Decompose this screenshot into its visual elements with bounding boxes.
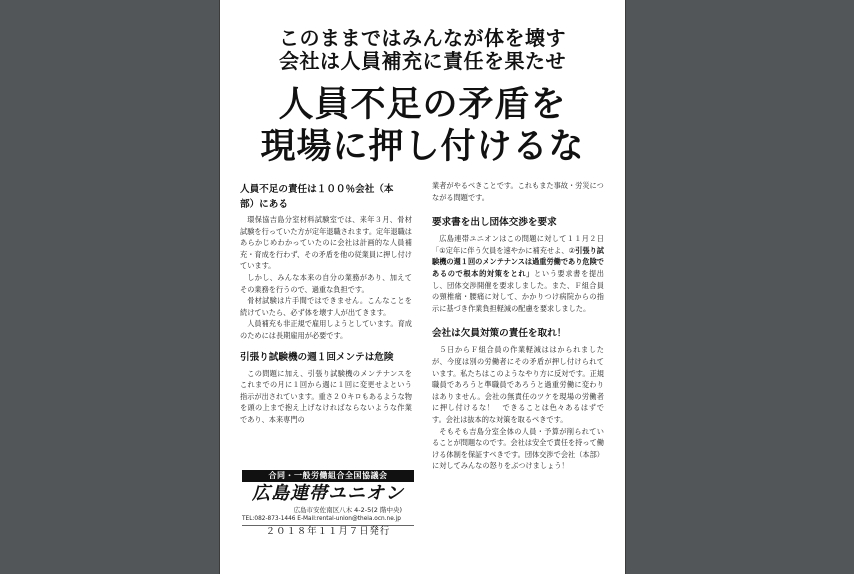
paragraph: 骨材試験は片手間ではできません。こんなことを続けていたら、必ず体を壊す人が出てきます。 xyxy=(240,296,412,317)
union-contact: TEL:082-873-1446 E-Mail:rental-union@theia.ocn.ne.jp xyxy=(242,516,401,522)
paragraph: 人員補充も非正規で雇用しようとしています。育成のためには長期雇用が必要です。 xyxy=(240,319,412,340)
issue-date: ２０１８年１１月７日発行 xyxy=(265,526,391,537)
subheadline-1: このままではみんなが体を壊す xyxy=(279,26,566,50)
right-column xyxy=(432,180,604,472)
section-title-line: 人員不足の責任は１００％会社（本 xyxy=(240,184,394,195)
paragraph-continued: 業者がやるべきことです。これもまた事故・労災につながる問題です。 xyxy=(432,181,604,202)
main-headline-1: 人員不足の矛盾を xyxy=(278,85,567,125)
paragraph: しかし、みんな本来の自分の業務があり、加えてその業務を行うので、過重な負担です。 xyxy=(240,272,412,294)
union-name: 広島連帯ユニオン xyxy=(252,483,404,504)
paragraph: そもそも吉島分室全体の人員・予算が削られていることが問題なのです。会社は安全で責任を持って働ける体制を保証すべきです。団体交渉で会社（本部）に対してみんなの怒りをぶつけましょう！ xyxy=(432,426,604,471)
left-column xyxy=(240,182,412,426)
flyer-page xyxy=(219,0,626,574)
paragraph-emphasis: 引張り試験機の週１回のメンテナンスは過重労働であり危険であるので根本的対策をとれ」 xyxy=(432,245,604,278)
section-title-responsibility xyxy=(240,182,412,212)
paragraph: 環保協吉島分室材料試験室では、来年３月、骨材試験を行っていた方が定年退職されます。定年退職はあらかじめわかっていたのに会社は計画的な人員補充・育成を行わず、その矛盾を他の従業員に押し付けています。 xyxy=(240,215,412,271)
section-title-demand: 要求書を出し団体交渉を要求 xyxy=(432,217,557,229)
paragraph-text: という要求書を提出し、団体交渉開催を要求しました。また、Ｆ組合員の頸椎痛・腰痛に対して、かかりつけ病院からの指示に基づき作業負担軽減の配慮を要求しました。 xyxy=(432,268,604,313)
union-footer xyxy=(242,470,414,538)
paragraph: この問題に加え、引張り試験機のメンテナンスをこれまでの月に１回から週に１回に変更せよという指示が出されています。重さ２０キロもあるような物を頭の上まで抱え上げなければならないような作業であり、本来専門の xyxy=(240,368,412,424)
section-title-line: 部）にある xyxy=(240,199,288,210)
section-title-maintenance: 引張り試験機の週１回メンテは危険 xyxy=(240,351,394,363)
main-headline-2: 現場に押し付けるな xyxy=(260,127,585,167)
paragraph xyxy=(432,233,604,314)
union-address: 広島市安佐南区八木 4-2-5(2 階中央) xyxy=(293,506,402,514)
section-title-vacancy: 会社は欠員対策の責任を取れ！ xyxy=(432,328,567,340)
org-banner: 合同・一般労働組合全国協議会 xyxy=(242,470,414,482)
subheadline-2: 会社は人員補充に責任を果たせ xyxy=(279,49,566,73)
paragraph: ５日からＦ組合員の作業軽減ははかられましたが、今度は別の労働者にその矛盾が押し付けられています。私たちはこのようなやり方に反対です。正規職員であろうと準職員であろうと過重労働に変わりはありません。会社の無責任のツケを現場の労働者に押し付けるな！ できることは色々あるはずです。会社は抜本的な対策を取るべきです。 xyxy=(432,345,604,424)
paragraph-text: 広島連帯ユニオンはこの問題に対して１１月２日「①定年に伴う欠員を速やかに補充せよ、② xyxy=(432,234,604,255)
